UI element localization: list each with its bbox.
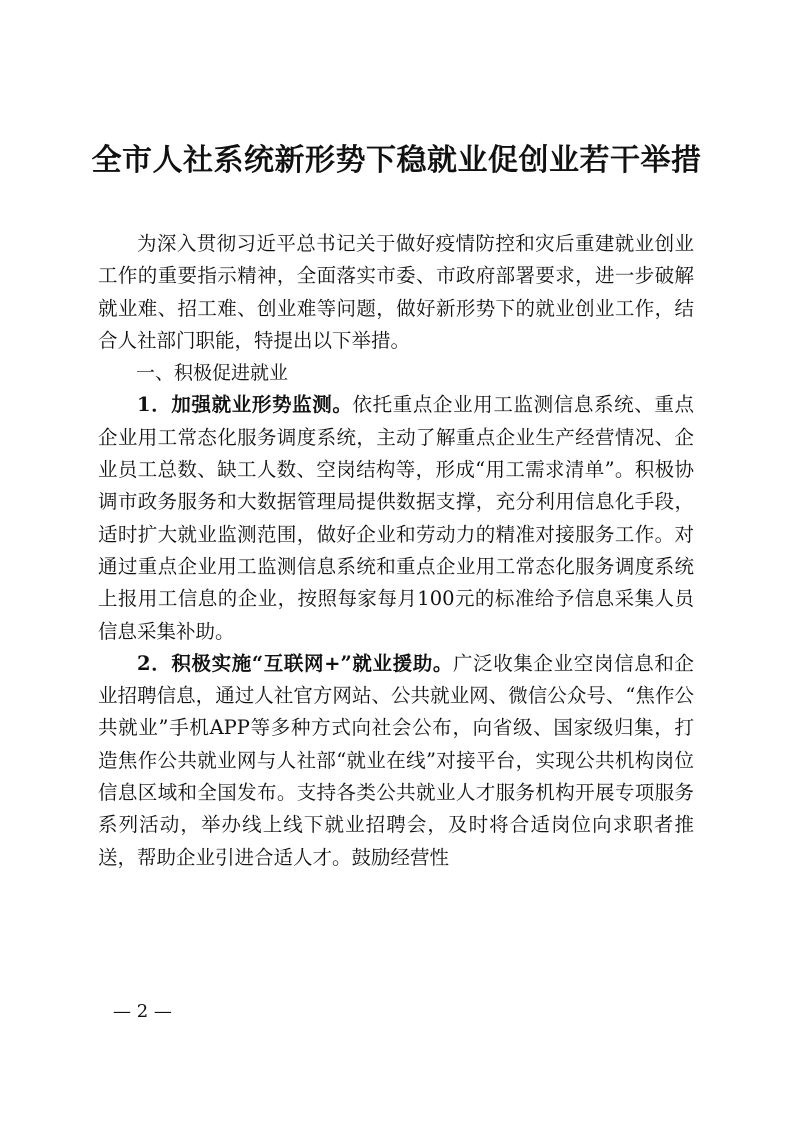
item-1-text: 依托重点企业用工监测信息系统、重点企业用工常态化服务调度系统，主动了解重点企业生产经营情况、企业员工总数、缺工人数、空岗结构等，形成“用工需求清单”。积极协调市政务服务和大数据管理局提供数据支撑，充分利用信息化手段，适时扩大就业监测范围，做好企业和劳动力的精准对接服务工作。对通过重点企业用工监测信息系统和重点企业用工常态化服务调度系统上报用工信息的企业，按照每家每月100元的标准给予信息采集人员信息采集补助。: [98, 393, 694, 643]
item-2-lead: 2．积极实施“互联网+”就业援助。: [137, 651, 453, 675]
item-1-paragraph: [98, 389, 694, 647]
intro-paragraph: 为深入贯彻习近平总书记关于做好疫情防控和灾后重建就业创业工作的重要指示精神，全面落实市委、市政府部署要求，进一步破解就业难、招工难、创业难等问题，做好新形势下的就业创业工作，结合人社部门职能，特提出以下举措。: [98, 232, 694, 352]
document-title: 全市人社系统新形势下稳就业促创业若干举措: [91, 143, 702, 178]
item-2-text: 广泛收集企业空岗信息和企业招聘信息，通过人社官方网站、公共就业网、微信公众号、“焦作公共就业”手机APP等多种方式向社会公布，向省级、国家级归集，打造焦作公共就业网与人社部“就业在线”对接平台，实现公共机构岗位信息区域和全国发布。支持各类公共就业人才服务机构开展专项服务系列活动，举办线上线下就业招聘会，及时将合适岗位向求职者推送，帮助企业引进合适人才。鼓励经营性: [98, 651, 694, 869]
page-number: — 2 —: [113, 1001, 172, 1022]
item-2-paragraph: [98, 648, 694, 874]
document-body: [98, 228, 694, 874]
item-1-lead: 1．加强就业形势监测。: [137, 393, 353, 417]
section-heading: 一、积极促进就业: [136, 362, 289, 385]
